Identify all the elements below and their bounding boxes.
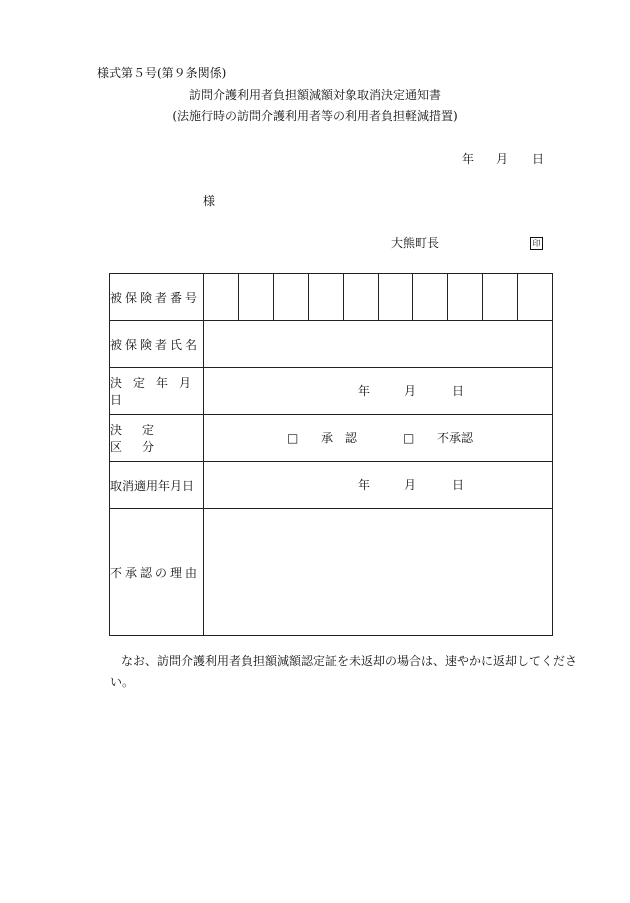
row-reason xyxy=(110,509,553,636)
approve-label: 承 認 xyxy=(321,431,361,445)
decision-date-day: 日 xyxy=(452,384,465,398)
decision-date-month: 月 xyxy=(404,384,417,398)
decision-date-label: 決定年月日 xyxy=(110,368,204,415)
cancel-date-label: 取消適用年月日 xyxy=(110,462,204,509)
decision-date-year: 年 xyxy=(358,384,371,398)
row-decision-date xyxy=(110,368,553,415)
issue-date-day: 日 xyxy=(532,152,545,166)
insured-number-digit xyxy=(238,274,273,320)
insured-number-digit xyxy=(273,274,308,320)
return-note-line1: なお、訪問介護利用者負担額減額認定証を未返却の場合は、速やかに返却してくださ xyxy=(121,654,578,668)
seal-mark: 印 xyxy=(530,237,543,250)
reason-value xyxy=(204,509,553,636)
row-insured-name xyxy=(110,321,553,368)
insured-number-digit xyxy=(343,274,378,320)
row-cancel-date xyxy=(110,462,553,509)
insured-number-digit xyxy=(204,274,238,320)
insured-name-label: 被保険者氏名 xyxy=(110,321,204,368)
decision-type-label: 決定区分 xyxy=(110,415,204,462)
sender-mayor: 大熊町長 xyxy=(391,236,440,250)
insured-number-digit xyxy=(517,274,552,320)
cancel-date-value xyxy=(204,462,553,509)
insured-number-boxes xyxy=(204,274,553,321)
return-note-line2: い。 xyxy=(110,675,135,689)
insured-number-digit xyxy=(378,274,413,320)
insured-number-label: 被保険者番号 xyxy=(110,274,204,321)
issue-date-year: 年 xyxy=(462,152,475,166)
cancel-date-year: 年 xyxy=(358,478,371,492)
notice-form-table xyxy=(109,273,553,636)
reason-label: 不承認の理由 xyxy=(110,509,204,636)
insured-number-digit xyxy=(308,274,343,320)
row-decision-type xyxy=(110,415,553,462)
issue-date-month: 月 xyxy=(496,152,509,166)
insured-name-value xyxy=(204,321,553,368)
approve-checkbox[interactable]: □ xyxy=(287,431,299,445)
decision-type-value xyxy=(204,415,553,462)
form-number: 様式第５号(第９条関係) xyxy=(97,66,227,80)
insured-number-digit xyxy=(412,274,447,320)
row-insured-number xyxy=(110,274,553,321)
decision-date-value xyxy=(204,368,553,415)
document-subtitle: (法施行時の訪問介護利用者等の利用者負担軽減措置) xyxy=(172,109,458,123)
insured-number-digit xyxy=(482,274,517,320)
disapprove-label: 不承認 xyxy=(437,431,474,445)
insured-number-digit xyxy=(447,274,482,320)
document-title: 訪問介護利用者負担額減額対象取消決定通知書 xyxy=(188,88,441,102)
disapprove-checkbox[interactable]: □ xyxy=(403,431,415,445)
cancel-date-day: 日 xyxy=(452,478,465,492)
recipient-honorific: 様 xyxy=(203,194,216,208)
cancel-date-month: 月 xyxy=(404,478,417,492)
